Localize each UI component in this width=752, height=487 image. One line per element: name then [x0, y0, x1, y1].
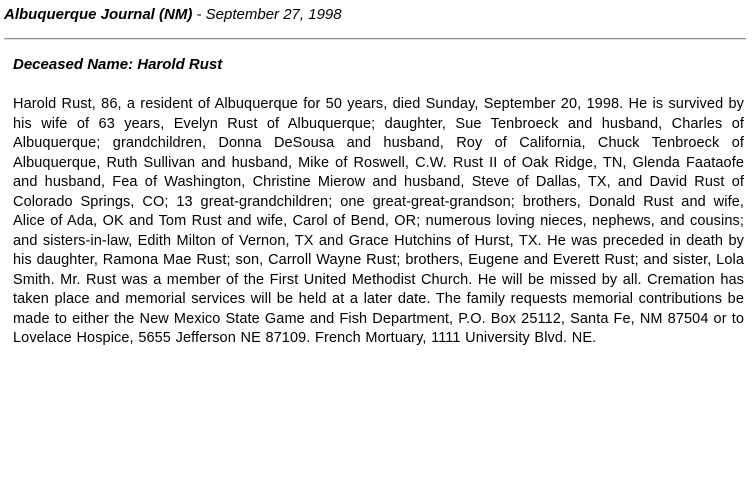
deceased-name-heading: Deceased Name: Harold Rust	[13, 56, 223, 73]
publication-source: Albuquerque Journal (NM)	[4, 6, 193, 23]
header-separator: -	[192, 6, 206, 23]
obituary-text: Harold Rust, 86, a resident of Albuquerque for 50 years, died Sunday, September 20, 1998. He is survived by his wife of 63 years, Evelyn Rust of Albuquerque; daughter, Sue Tenbroeck and husband, Charles of Albuquerque; grandchildren, Donna DeSousa and husband, Roy of California, Chuck Tenbroeck of Albuquerque, Ruth Sullivan and husband, Mike of Roswell, C.W. Rust II of Oak Ridge, TN, Glenda Faataofe and husband, Fea of Washington, Christine Mierow and husband, Steve of Dallas, TX, and David Rust of Colorado Springs, CO; 13 great-grandchildren; one great-great-grandson; brothers, Donald Rust and wife, Alice of Ada, OK and Tom Rust and wife, Carol of Bend, OR; numerous loving nieces, nephews, and cousins; and sisters-in-law, Edith Milton of Vernon, TX and Grace Hutchins of Hurst, TX. He was preceded in death by his daughter, Ramona Mae Rust; son, Carroll Wayne Rust; brothers, Eugene and Everett Rust; and sister, Lola Smith. Mr. Rust was a member of the First United Methodist Church. He will be missed by all. Cremation has taken place and memorial services will be held at a later date. The family requests memorial contributions be made to either the New Mexico State Game and Fish Department, P.O. Box 25112, Santa Fe, NM 87504 or to Lovelace Hospice, 5655 Jefferson NE 87109. French Mortuary, 1111 University Blvd. NE.	[13, 96, 744, 346]
header-divider	[4, 38, 746, 40]
publication-date: September 27, 1998	[205, 6, 342, 23]
publication-header	[4, 6, 342, 24]
